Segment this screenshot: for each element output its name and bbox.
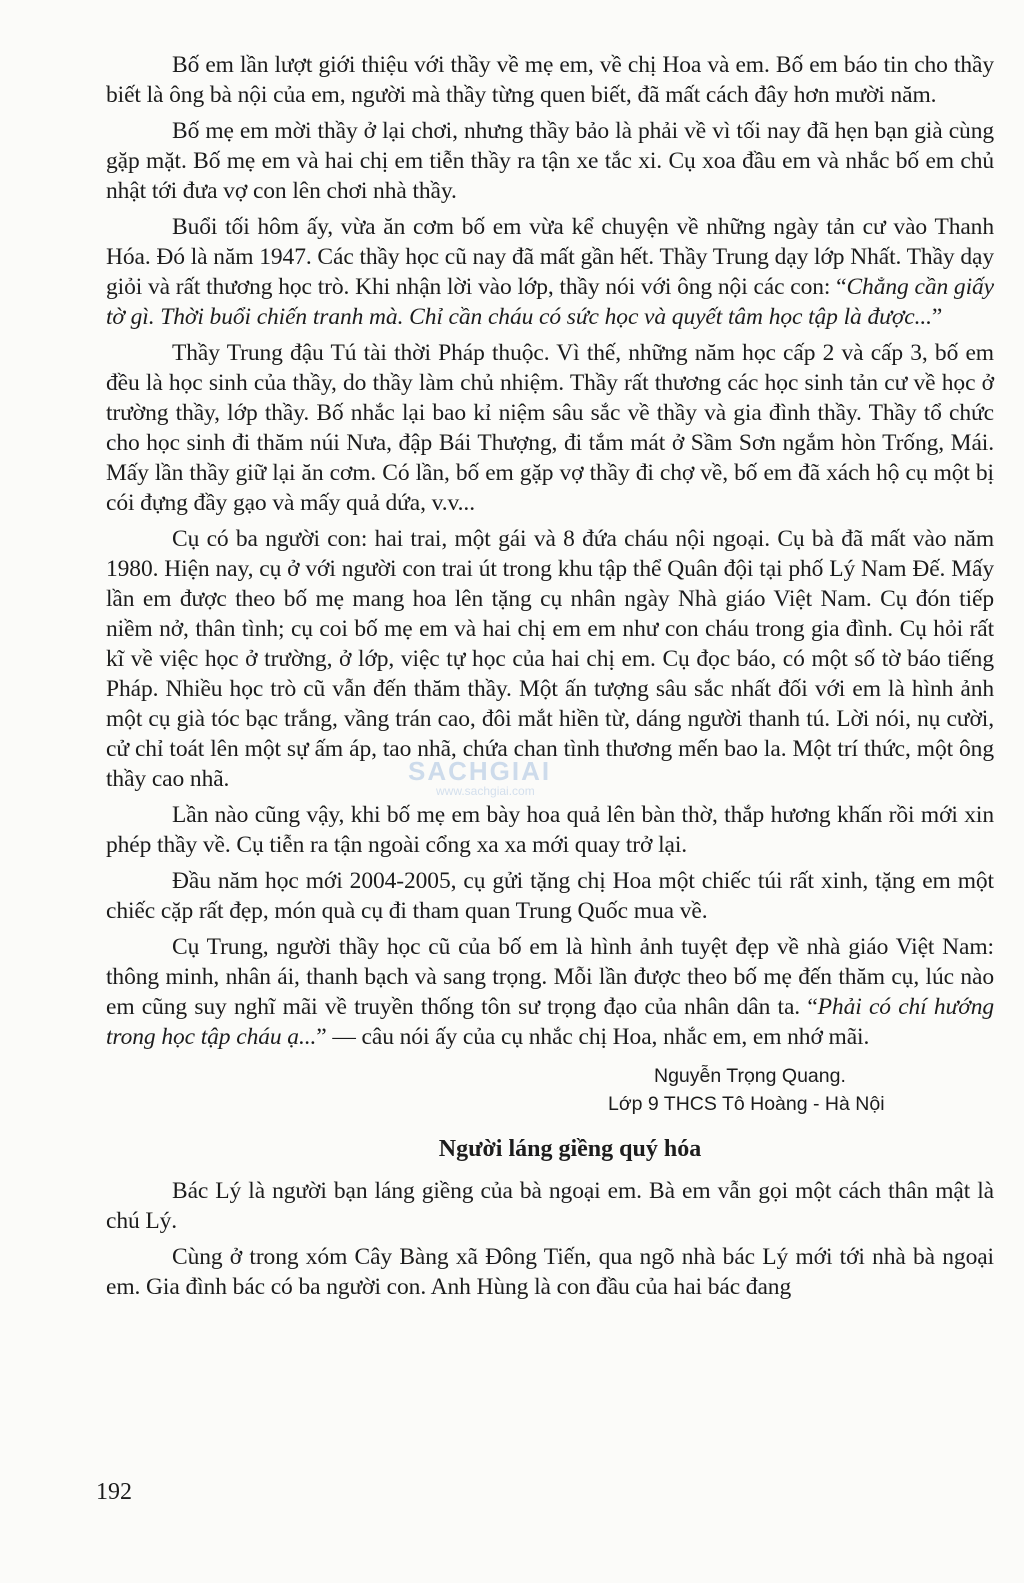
page-number: 192 xyxy=(96,1479,132,1505)
paragraph-6 xyxy=(106,800,994,860)
quote-italic: Phải có chí hướng trong học tập cháu ạ... xyxy=(106,994,995,1050)
paragraph-2 xyxy=(106,116,994,206)
paragraph-text: ” xyxy=(931,304,943,330)
paragraph-3 xyxy=(106,212,994,332)
story-body xyxy=(106,50,994,1052)
section-title: Người láng giềng quý hóa xyxy=(438,1136,702,1162)
watermark-brand: SACHGIAI xyxy=(408,756,552,786)
quote-italic: Chẳng cần giấy tờ gì. Thời buổi chiến tranh mà. Chỉ cần cháu có sức học và quyết tâm học tập là được... xyxy=(106,274,994,330)
paragraph-text: Lần nào cũng vậy, khi bố mẹ em bày hoa quả lên bàn thờ, thắp hương khấn rồi mới xin phép thầy về. Cụ tiễn ra tận ngoài cổng xa xa mới quay trở lại. xyxy=(106,802,994,858)
paragraph-7 xyxy=(106,866,994,926)
paragraph-text: Thầy Trung đậu Tú tài thời Pháp thuộc. Vì thế, những năm học cấp 2 và cấp 3, bố em đều là học sinh của thầy, do thầy làm chủ nhiệm. Thầy rất thương các học sinh tản cư về học ở trường thầy, lớp thầy. Bố nhắc lại bao kỉ niệm sâu sắc về thầy và gia đình thầy. Thầy tổ chức cho học sinh đi thăm núi Nưa, đập Bái Thượng, đi tắm mát ở Sầm Sơn ngắm hòn Trống, Mái. Mấy lần thầy giữ lại ăn cơm. Có lần, bố em gặp vợ thầy đi chợ về, bố em đã xách hộ cụ một bị cói đựng đầy gạo và mấy quả dứa, v.v... xyxy=(106,340,994,516)
paragraph-text: Đầu năm học mới 2004-2005, cụ gửi tặng chị Hoa một chiếc túi rất xinh, tặng em một chiếc cặp rất đẹp, món quà cụ đi tham quan Trung Quốc mua về. xyxy=(106,868,994,924)
paragraph-text: Cụ Trung, người thầy học cũ của bố em là hình ảnh tuyệt đẹp về nhà giáo Việt Nam: thông minh, nhân ái, thanh bạch và sang trọng. Mỗi lần được theo bố mẹ đến thăm cụ, lúc nào em cũng suy nghĩ mãi về truyền thống tôn sư trọng đạo của nhân dân ta. “ xyxy=(106,934,994,1020)
paragraph-text: Buổi tối hôm ấy, vừa ăn cơm bố em vừa kể chuyện về những ngày tản cư vào Thanh Hóa. Đó là năm 1947. Các thầy học cũ nay đã mất gần hết. Thầy Trung dạy lớp Nhất. Thầy dạy giỏi và rất thương học trò. Khi nhận lời vào lớp, thầy nói với ông nội các con: “ xyxy=(106,214,994,300)
paragraph-5 xyxy=(106,524,994,794)
paragraph-text: Cụ có ba người con: hai trai, một gái và 8 đứa cháu nội ngoại. Cụ bà đã mất vào năm 1980. Hiện nay, cụ ở với người con trai út trong khu tập thể Quân đội tại phố Lý Nam Đế. Mấy lần em được theo bố mẹ mang hoa lên tặng cụ nhân ngày Nhà giáo Việt Nam. Cụ đón tiếp niềm nở, thân tình; cụ coi bố mẹ em và hai chị em em như con cháu trong gia đình. Cụ hỏi rất kĩ về việc học ở trường, ở lớp, việc tự học của hai chị em. Cụ đọc báo, có một số tờ báo tiếng Pháp. Nhiều học trò cũ vẫn đến thăm thầy. Một ấn tượng sâu sắc nhất đối với em là hình ảnh một cụ già tóc bạc trắng, vầng trán cao, đôi mắt hiền từ, dáng người thanh tú. Lời nói, nụ cười, cử chỉ toát lên một sự ấm áp, tao nhã, chứa chan tình thương mến bao la. Một trí thức, một ông thầy cao nhã. xyxy=(106,526,994,792)
paragraph-1 xyxy=(106,50,994,110)
author-name: Nguyễn Trọng Quang. xyxy=(654,1065,846,1087)
section-paragraph-2 xyxy=(106,1242,994,1302)
author-school: Lớp 9 THCS Tô Hoàng - Hà Nội xyxy=(608,1093,885,1115)
watermark-url: www.sachgiai.com xyxy=(436,784,535,798)
paragraph-8 xyxy=(106,932,994,1052)
section-paragraph-1 xyxy=(106,1176,994,1236)
paragraph-4 xyxy=(106,338,994,518)
paragraph-text: Bác Lý là người bạn láng giềng của bà ngoại em. Bà em vẫn gọi một cách thân mật là chú Lý. xyxy=(106,1178,994,1234)
page-content xyxy=(106,50,994,1308)
author-signature xyxy=(106,1062,994,1118)
section-body xyxy=(106,1176,994,1302)
paragraph-text: ” — câu nói ấy của cụ nhắc chị Hoa, nhắc em, em nhớ mãi. xyxy=(316,1024,870,1050)
paragraph-text: Bố em lần lượt giới thiệu với thầy về mẹ em, về chị Hoa và em. Bố em báo tin cho thầy biết là ông bà nội của em, người mà thầy từng quen biết, đã mất cách đây hơn mười năm. xyxy=(106,52,994,108)
paragraph-text: Bố mẹ em mời thầy ở lại chơi, nhưng thầy bảo là phải về vì tối nay đã hẹn bạn già cùng gặp mặt. Bố mẹ em và hai chị em tiễn thầy ra tận xe tắc xi. Cụ xoa đầu em và nhắc bố em chủ nhật tới đưa vợ con lên chơi nhà thầy. xyxy=(106,118,994,204)
paragraph-text: Cùng ở trong xóm Cây Bàng xã Đông Tiến, qua ngõ nhà bác Lý mới tới nhà bà ngoại em. Gia đình bác có ba người con. Anh Hùng là con đầu của hai bác đang xyxy=(106,1244,994,1300)
